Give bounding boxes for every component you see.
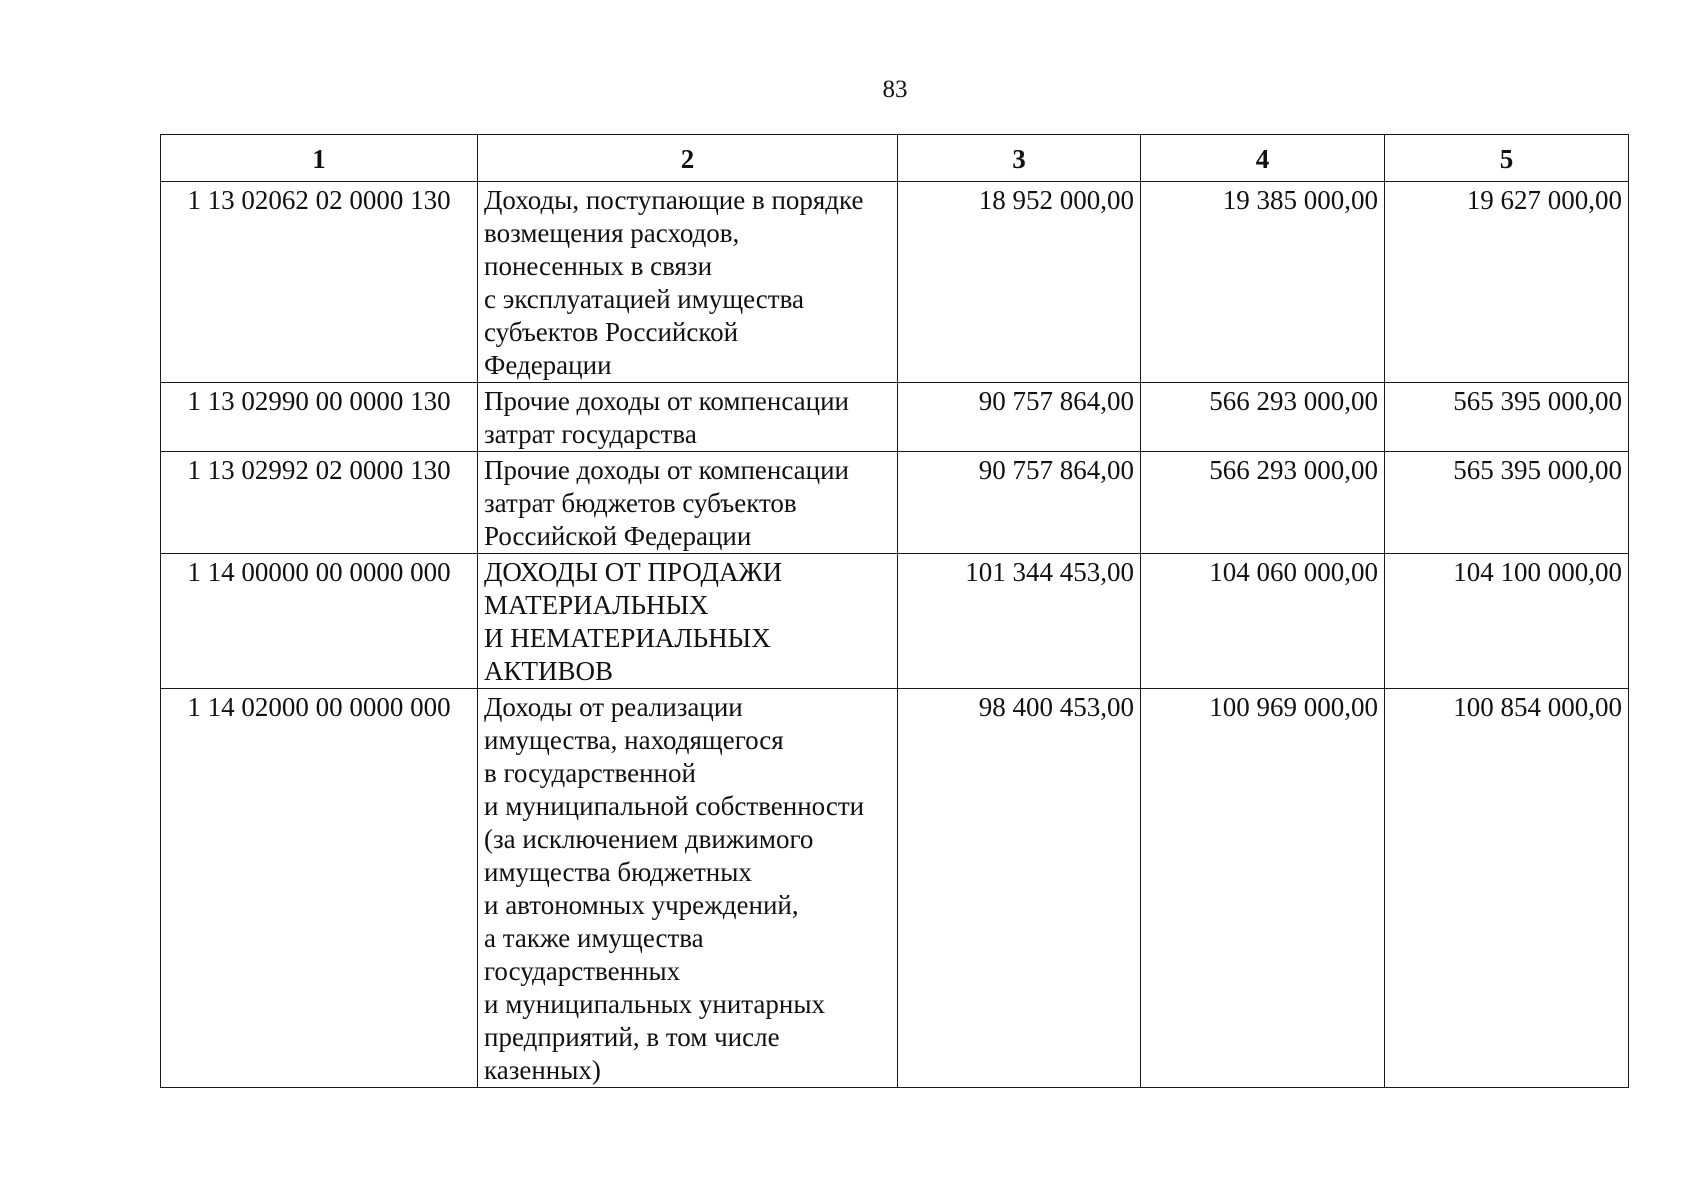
amount-col-3: 98 400 453,00: [898, 689, 1141, 1088]
revenue-name: Доходы, поступающие в порядке возмещения расходов, понесенных в связи с эксплуатацией имущества субъектов Российской Федерации: [478, 182, 898, 383]
amount-col-3: 90 757 864,00: [898, 452, 1141, 554]
amount-col-5: 565 395 000,00: [1385, 383, 1629, 452]
amount-col-4: 104 060 000,00: [1141, 554, 1385, 689]
amount-col-3: 18 952 000,00: [898, 182, 1141, 383]
amount-col-5: 100 854 000,00: [1385, 689, 1629, 1088]
amount-col-4: 19 385 000,00: [1141, 182, 1385, 383]
amount-col-5: 104 100 000,00: [1385, 554, 1629, 689]
amount-col-4: 566 293 000,00: [1141, 383, 1385, 452]
budget-code: 1 14 00000 00 0000 000: [161, 554, 478, 689]
amount-col-4: 100 969 000,00: [1141, 689, 1385, 1088]
revenue-name: ДОХОДЫ ОТ ПРОДАЖИ МАТЕРИАЛЬНЫХ И НЕМАТЕРИАЛЬНЫХ АКТИВОВ: [478, 554, 898, 689]
revenue-name: Прочие доходы от компенсации затрат бюджетов субъектов Российской Федерации: [478, 452, 898, 554]
header-col-3: 3: [898, 135, 1141, 182]
revenue-table: [160, 134, 1629, 1088]
table-row: [161, 452, 1629, 554]
budget-code: 1 13 02990 00 0000 130: [161, 383, 478, 452]
table-row: [161, 689, 1629, 1088]
amount-col-3: 90 757 864,00: [898, 383, 1141, 452]
table-row: [161, 182, 1629, 383]
amount-col-3: 101 344 453,00: [898, 554, 1141, 689]
header-col-1: 1: [161, 135, 478, 182]
revenue-name: Прочие доходы от компенсации затрат государства: [478, 383, 898, 452]
budget-code: 1 13 02992 02 0000 130: [161, 452, 478, 554]
header-col-2: 2: [478, 135, 898, 182]
amount-col-5: 565 395 000,00: [1385, 452, 1629, 554]
budget-code: 1 14 02000 00 0000 000: [161, 689, 478, 1088]
budget-code: 1 13 02062 02 0000 130: [161, 182, 478, 383]
table-row: [161, 554, 1629, 689]
page-number: 83: [882, 76, 908, 103]
header-col-5: 5: [1385, 135, 1629, 182]
header-row: [161, 135, 1629, 182]
amount-col-5: 19 627 000,00: [1385, 182, 1629, 383]
amount-col-4: 566 293 000,00: [1141, 452, 1385, 554]
revenue-name: Доходы от реализации имущества, находящегося в государственной и муниципальной собственности (за исключением движимого имущества бюджетных и автономных учреждений, а также имущества государственных и муниципальных унитарных предприятий, в том числе казенных): [478, 689, 898, 1088]
header-col-4: 4: [1141, 135, 1385, 182]
table-row: [161, 383, 1629, 452]
